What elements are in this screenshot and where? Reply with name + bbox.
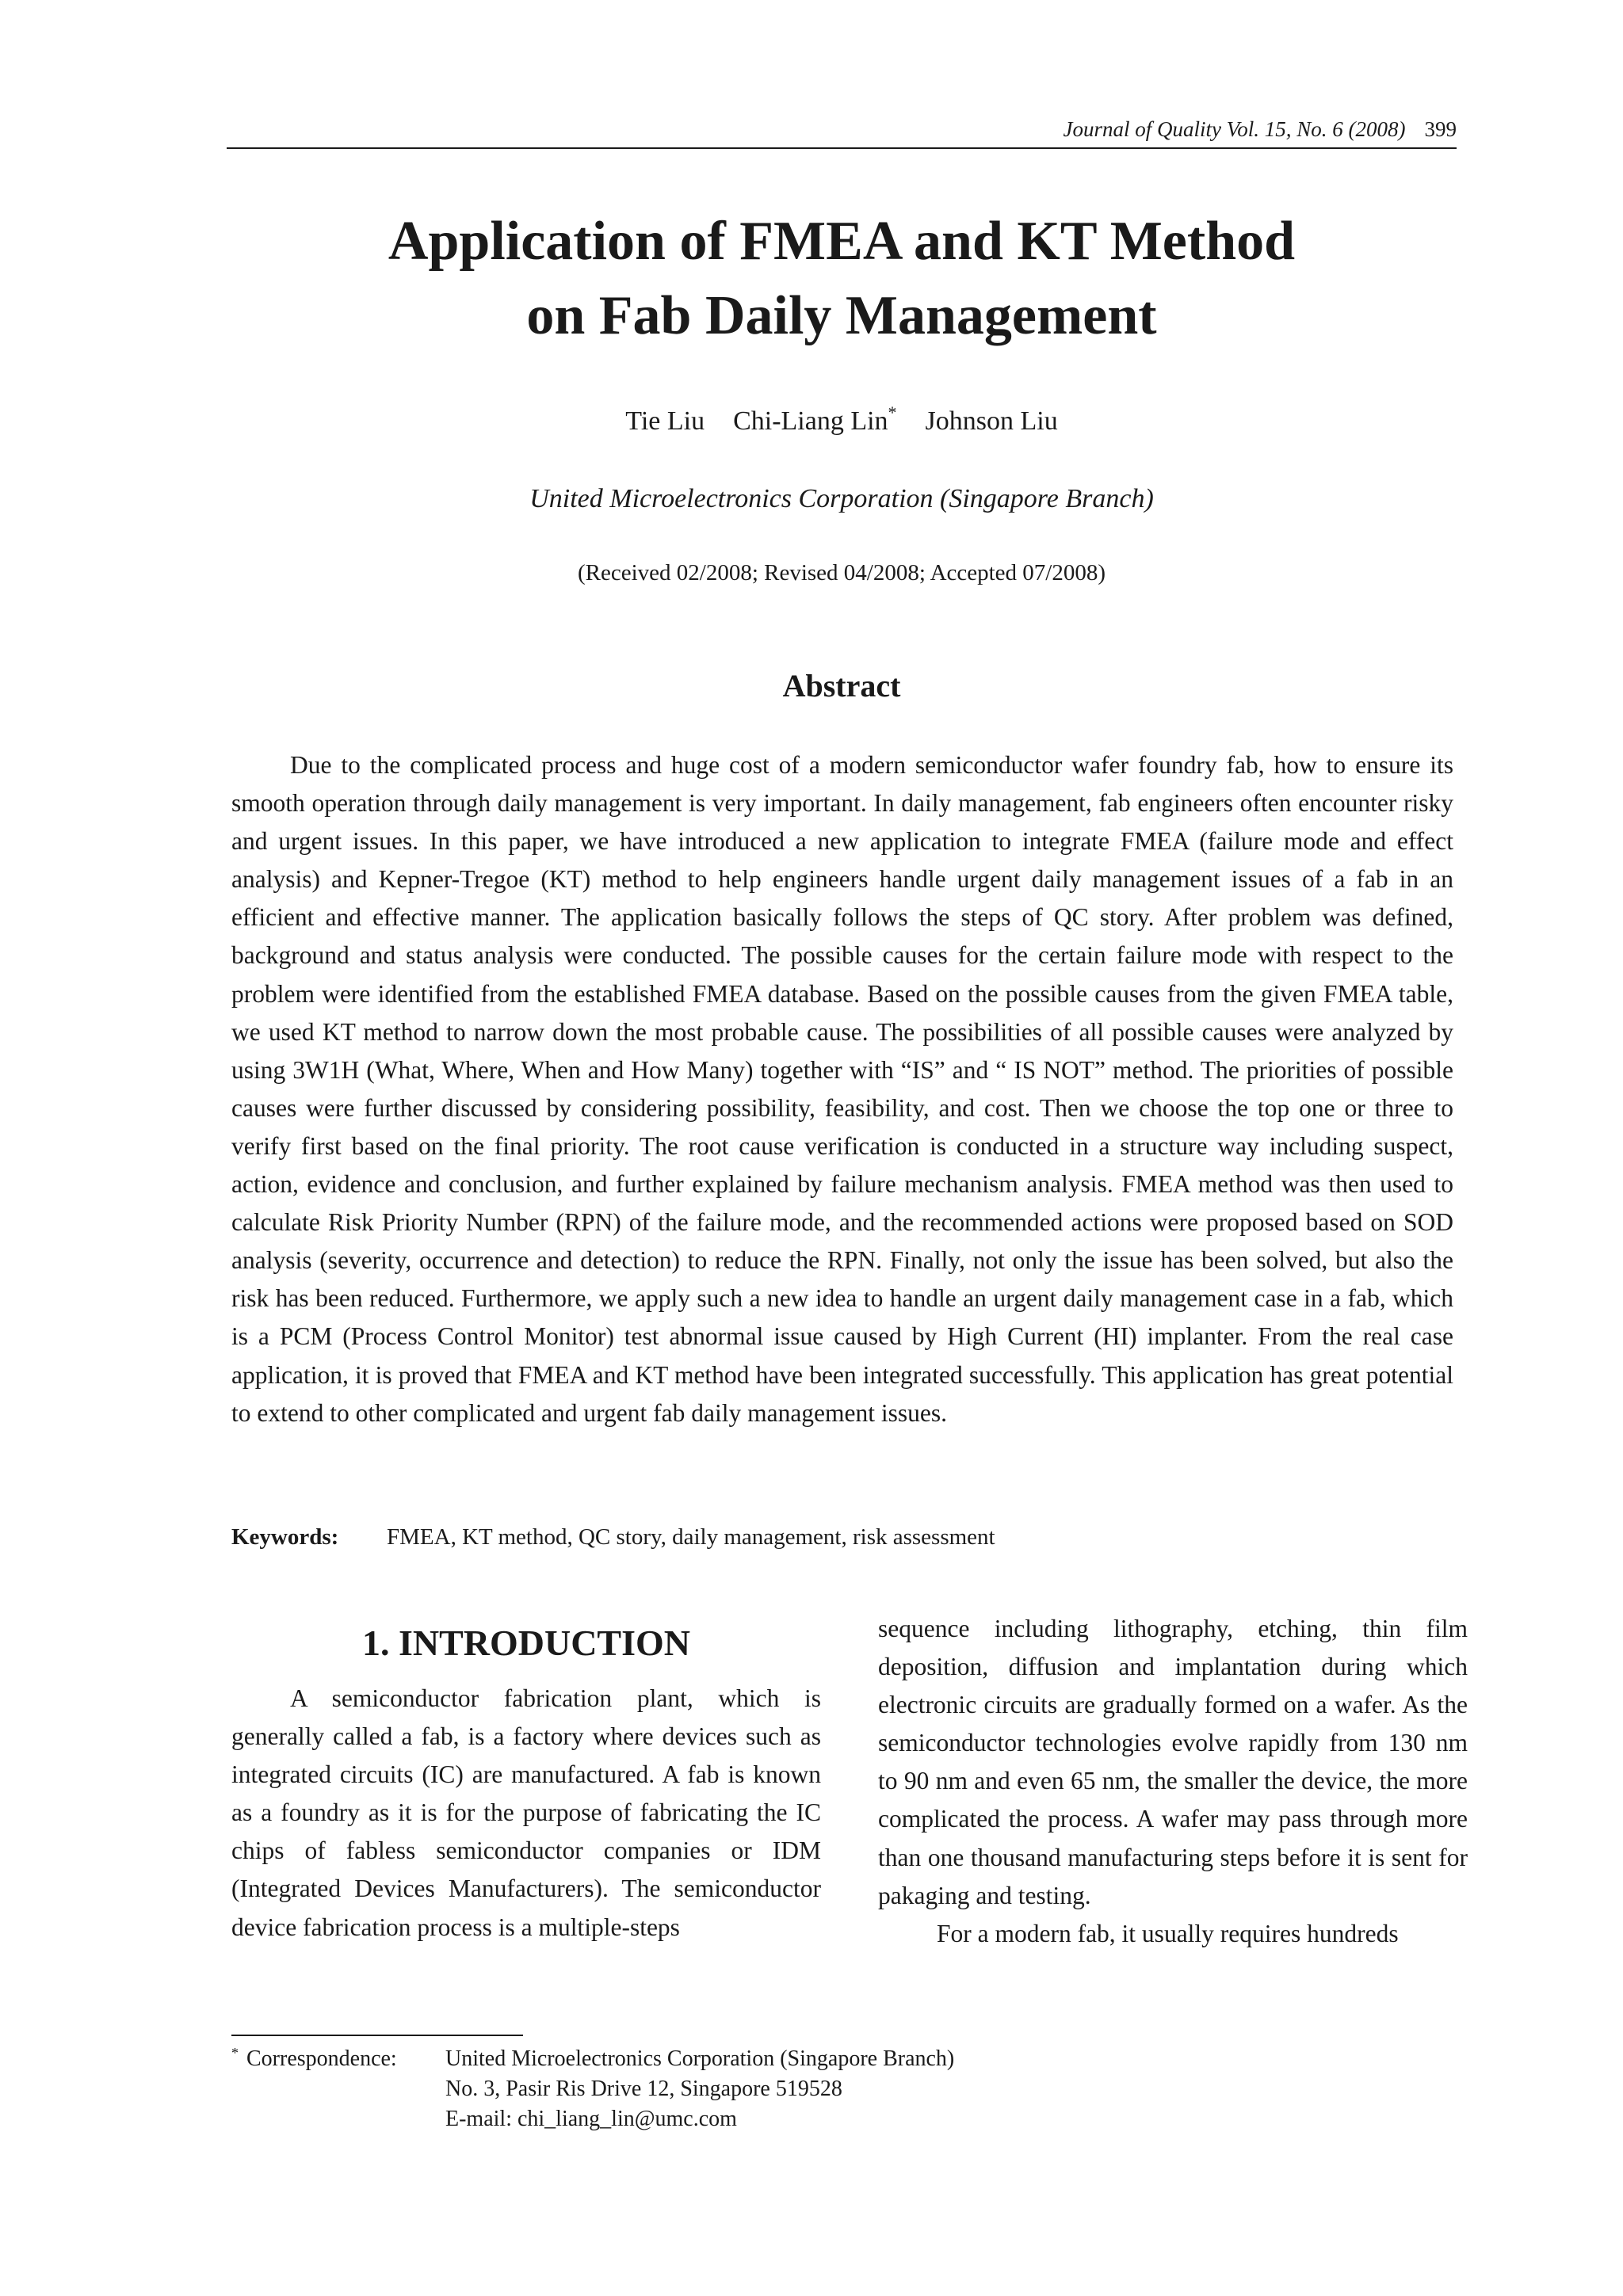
title-line-2: on Fab Daily Management	[526, 285, 1157, 346]
abstract-heading: Abstract	[782, 668, 901, 704]
introduction-paragraph-1: A semiconductor fabrication plant, which is generally called a fab, is a factory where devices such as integrated circuits (IC) are manufactured. A fab is known as a foundry as it is for the purpose of fabricating the IC chips of fabless semiconductor companies or IDM (Integrated Devices Manufacturers). The semiconductor device fabrication process is a multiple-steps	[231, 1684, 821, 1941]
author-2-name: Chi-Liang Lin	[733, 406, 888, 436]
header-rule	[227, 147, 1457, 149]
left-column	[231, 1619, 821, 1947]
author-list	[227, 404, 1457, 439]
submission-dates: (Received 02/2008; Revised 04/2008; Accepted 07/2008)	[577, 560, 1106, 585]
introduction-paragraph-1-cont: sequence including lithography, etching, thin film deposition, diffusion and implantation during which electronic circuits are gradually formed on a wafer. As the semiconductor technologies evolve rapidly from 130 nm to 90 nm and even 65 nm, the smaller the device, the more complicated the process. A wafer may pass through more than one thousand manufacturing steps before it is sent for pakaging and testing.	[878, 1615, 1468, 1909]
introduction-heading: 1. INTRODUCTION	[361, 1623, 691, 1663]
footnote-mark: *	[231, 2045, 239, 2061]
affiliation: United Microelectronics Corporation (Singapore Branch)	[529, 484, 1154, 513]
author-3: Johnson Liu	[925, 406, 1058, 436]
running-header	[227, 115, 1457, 143]
abstract-text: Due to the complicated process and huge cost of a modern semiconductor wafer foundry fab, how to ensure its smooth operation through daily management is very important. In daily management, fab engineers often encounter risky and urgent issues. In this paper, we have introduced a new application to integrate FMEA (failure mode and effect analysis) and Kepner-Tregoe (KT) method to help engineers handle urgent daily management issues of a fab in an efficient and effective manner. The application basically follows the steps of QC story. After problem was defined, background and status analysis were conducted. The possible causes for the certain failure mode with respect to the problem were identified from the established FMEA database. Based on the possible causes from the given FMEA table, we used KT method to narrow down the most probable cause. The possibilities of all possible causes were analyzed by using 3W1H (What, Where, When and How Many) together with “IS” and “ IS NOT” method. The priorities of possible causes were further discussed by considering possibility, feasibility, and cost. Then we choose the top one or three to verify first based on the final priority. The root cause verification is conducted in a structure way including suspect, action, evidence and conclusion, and further explained by failure mechanism analysis. FMEA method was then used to calculate Risk Priority Number (RPN) of the failure mode, and the recommended actions were proposed based on SOD analysis (severity, occurrence and detection) to reduce the RPN. Finally, not only the issue has been solved, but also the risk has been reduced. Furthermore, we apply such a new idea to handle an urgent daily management case in a fab, which is a PCM (Process Control Monitor) test abnormal issue caused by High Current (HI) implanter. From the real case application, it is proved that FMEA and KT method have been integrated successfully. This application has great potential to extend to other complicated and urgent fab daily management issues.	[231, 751, 1453, 1427]
right-column	[878, 1610, 1468, 1953]
footnote-address-line-2: No. 3, Pasir Ris Drive 12, Singapore 519528	[445, 2077, 842, 2101]
title-line-1: Application of FMEA and KT Method	[388, 211, 1296, 272]
author-2	[733, 402, 897, 436]
keywords-text: FMEA, KT method, QC story, daily management, risk assessment	[387, 1524, 995, 1550]
footnote-label-text: Correspondence:	[246, 2046, 397, 2071]
author-1: Tie Liu	[625, 406, 705, 436]
keywords-label: Keywords:	[231, 1524, 339, 1550]
journal-citation: Journal of Quality Vol. 15, No. 6 (2008)	[1063, 117, 1406, 141]
footnote-rule	[231, 2035, 523, 2036]
corresponding-mark: *	[888, 402, 897, 422]
footnote-email: E-mail: chi_liang_lin@umc.com	[445, 2107, 737, 2131]
paper-title	[227, 204, 1457, 353]
footnote-address-line-1: United Microelectronics Corporation (Singapore Branch)	[445, 2046, 955, 2071]
correspondence-footnote	[231, 2044, 1341, 2134]
introduction-paragraph-2: For a modern fab, it usually requires hundreds	[937, 1919, 1399, 1947]
footnote-label	[231, 2044, 445, 2074]
page-number: 399	[1424, 117, 1457, 141]
keywords	[231, 1521, 1453, 1553]
